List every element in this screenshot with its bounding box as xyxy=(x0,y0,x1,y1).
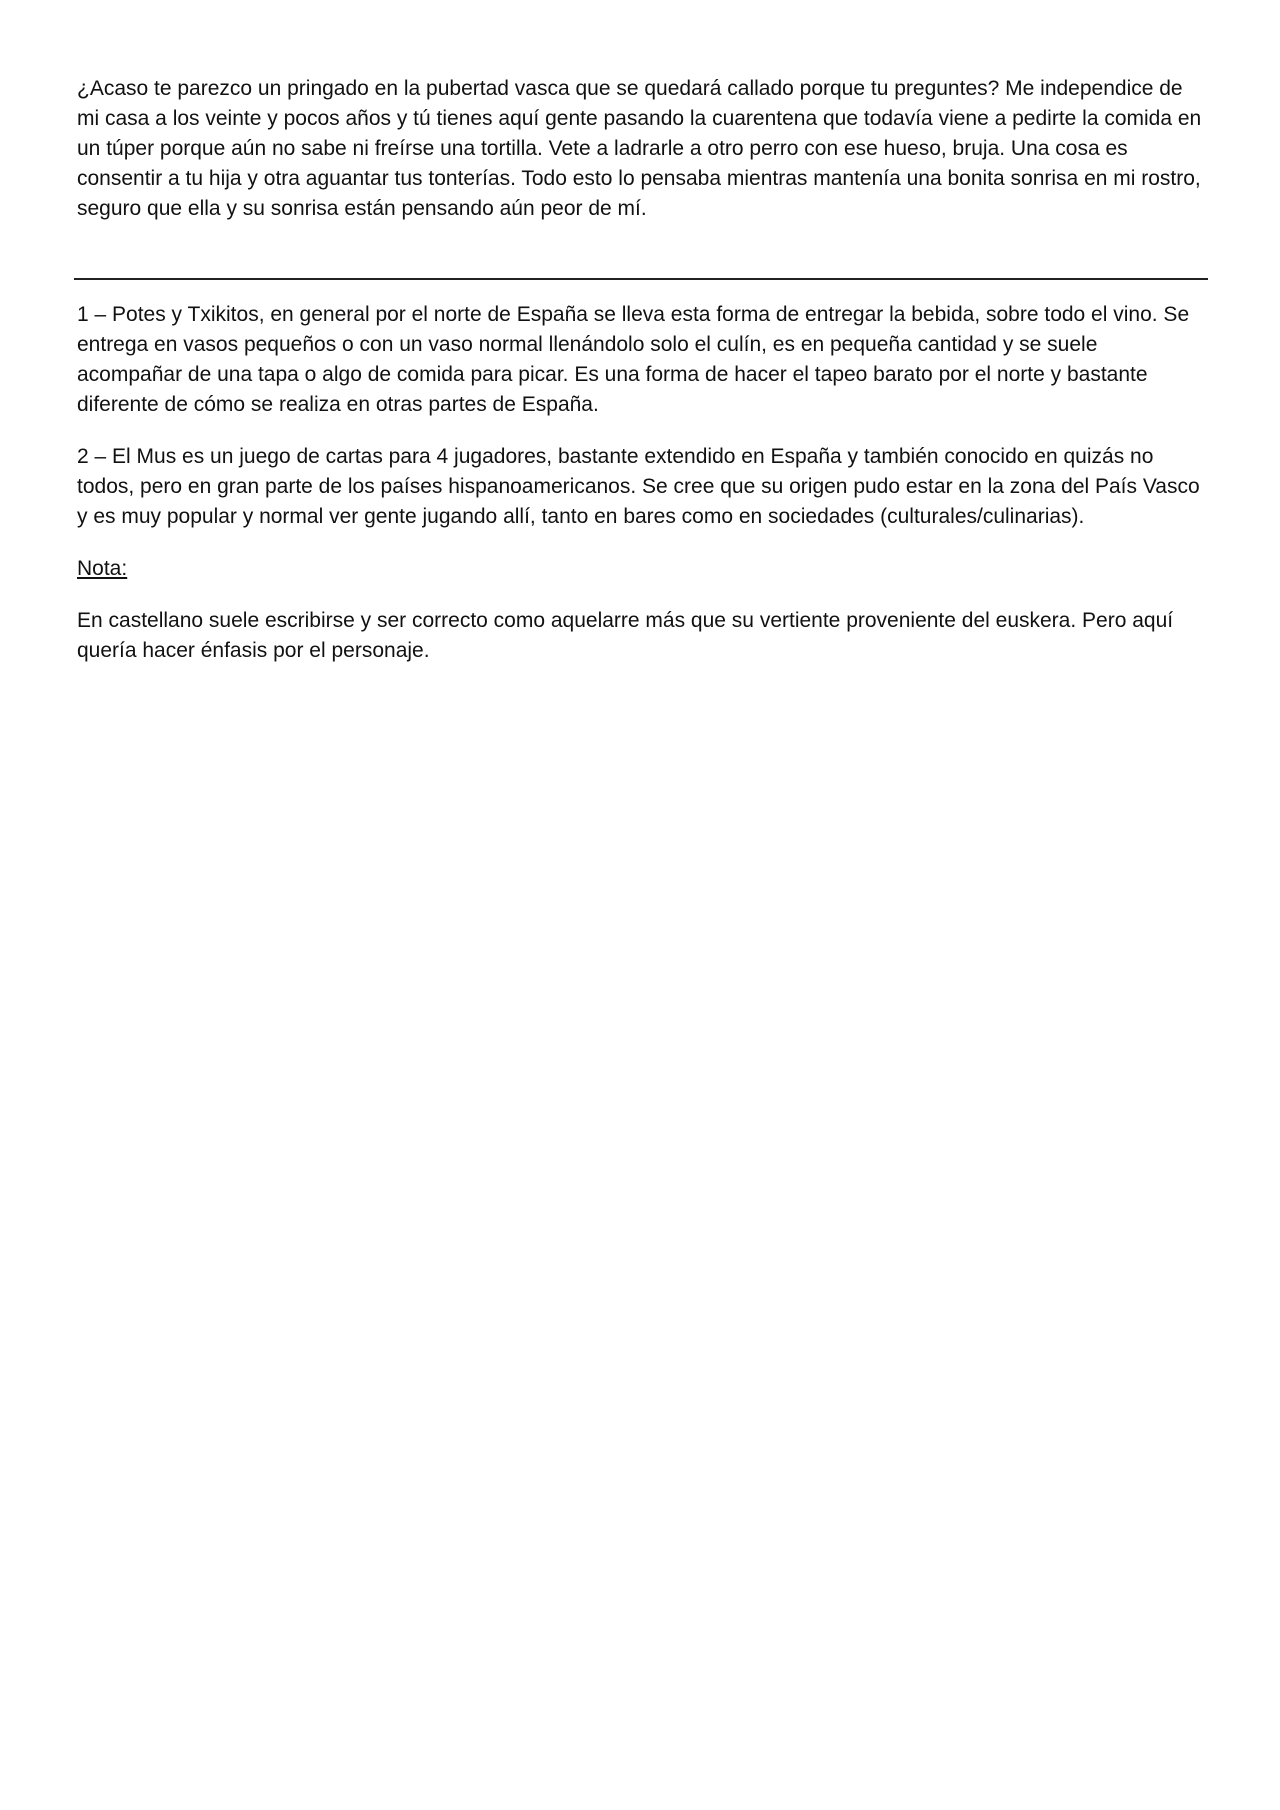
footnotes-section xyxy=(77,300,1207,688)
story-paragraph: ¿Acaso te parezco un pringado en la pubertad vasca que se quedará callado porque tu preguntes? Me independice de mi casa a los veinte y pocos años y tú tienes aquí gente pasando la cuarentena que todavía viene a pedirte la comida en un túper porque aún no sabe ni freírse una tortilla. Vete a ladrarle a otro perro con ese hueso, bruja. Una cosa es consentir a tu hija y otra aguantar tus tonterías. Todo esto lo pensaba mientras mantenía una bonita sonrisa en mi rostro, seguro que ella y su sonrisa están pensando aún peor de mí. xyxy=(77,77,1202,220)
note-heading: Nota: xyxy=(77,557,128,580)
footnote-1: 1 – Potes y Txikitos, en general por el norte de España se lleva esta forma de entregar la bebida, sobre todo el vino. Se entrega en vasos pequeños o con un vaso normal llenándolo solo el culín, es en pequeña cantidad y se suele acompañar de una tapa o algo de comida para picar. Es una forma de hacer el tapeo barato por el norte y bastante diferente de cómo se realiza en otras partes de España. xyxy=(77,303,1190,416)
footnote-separator xyxy=(74,278,1208,280)
note-text: En castellano suele escribirse y ser correcto como aquelarre más que su vertiente proveniente del euskera. Pero aquí quería hacer énfasis por el personaje. xyxy=(77,609,1174,662)
footnote-2: 2 – El Mus es un juego de cartas para 4 jugadores, bastante extendido en España y también conocido en quizás no todos, pero en gran parte de los países hispanoamericanos. Se cree que su origen pudo estar en la zona del País Vasco y es muy popular y normal ver gente jugando allí, tanto en bares como en sociedades (culturales/culinarias). xyxy=(77,445,1200,528)
